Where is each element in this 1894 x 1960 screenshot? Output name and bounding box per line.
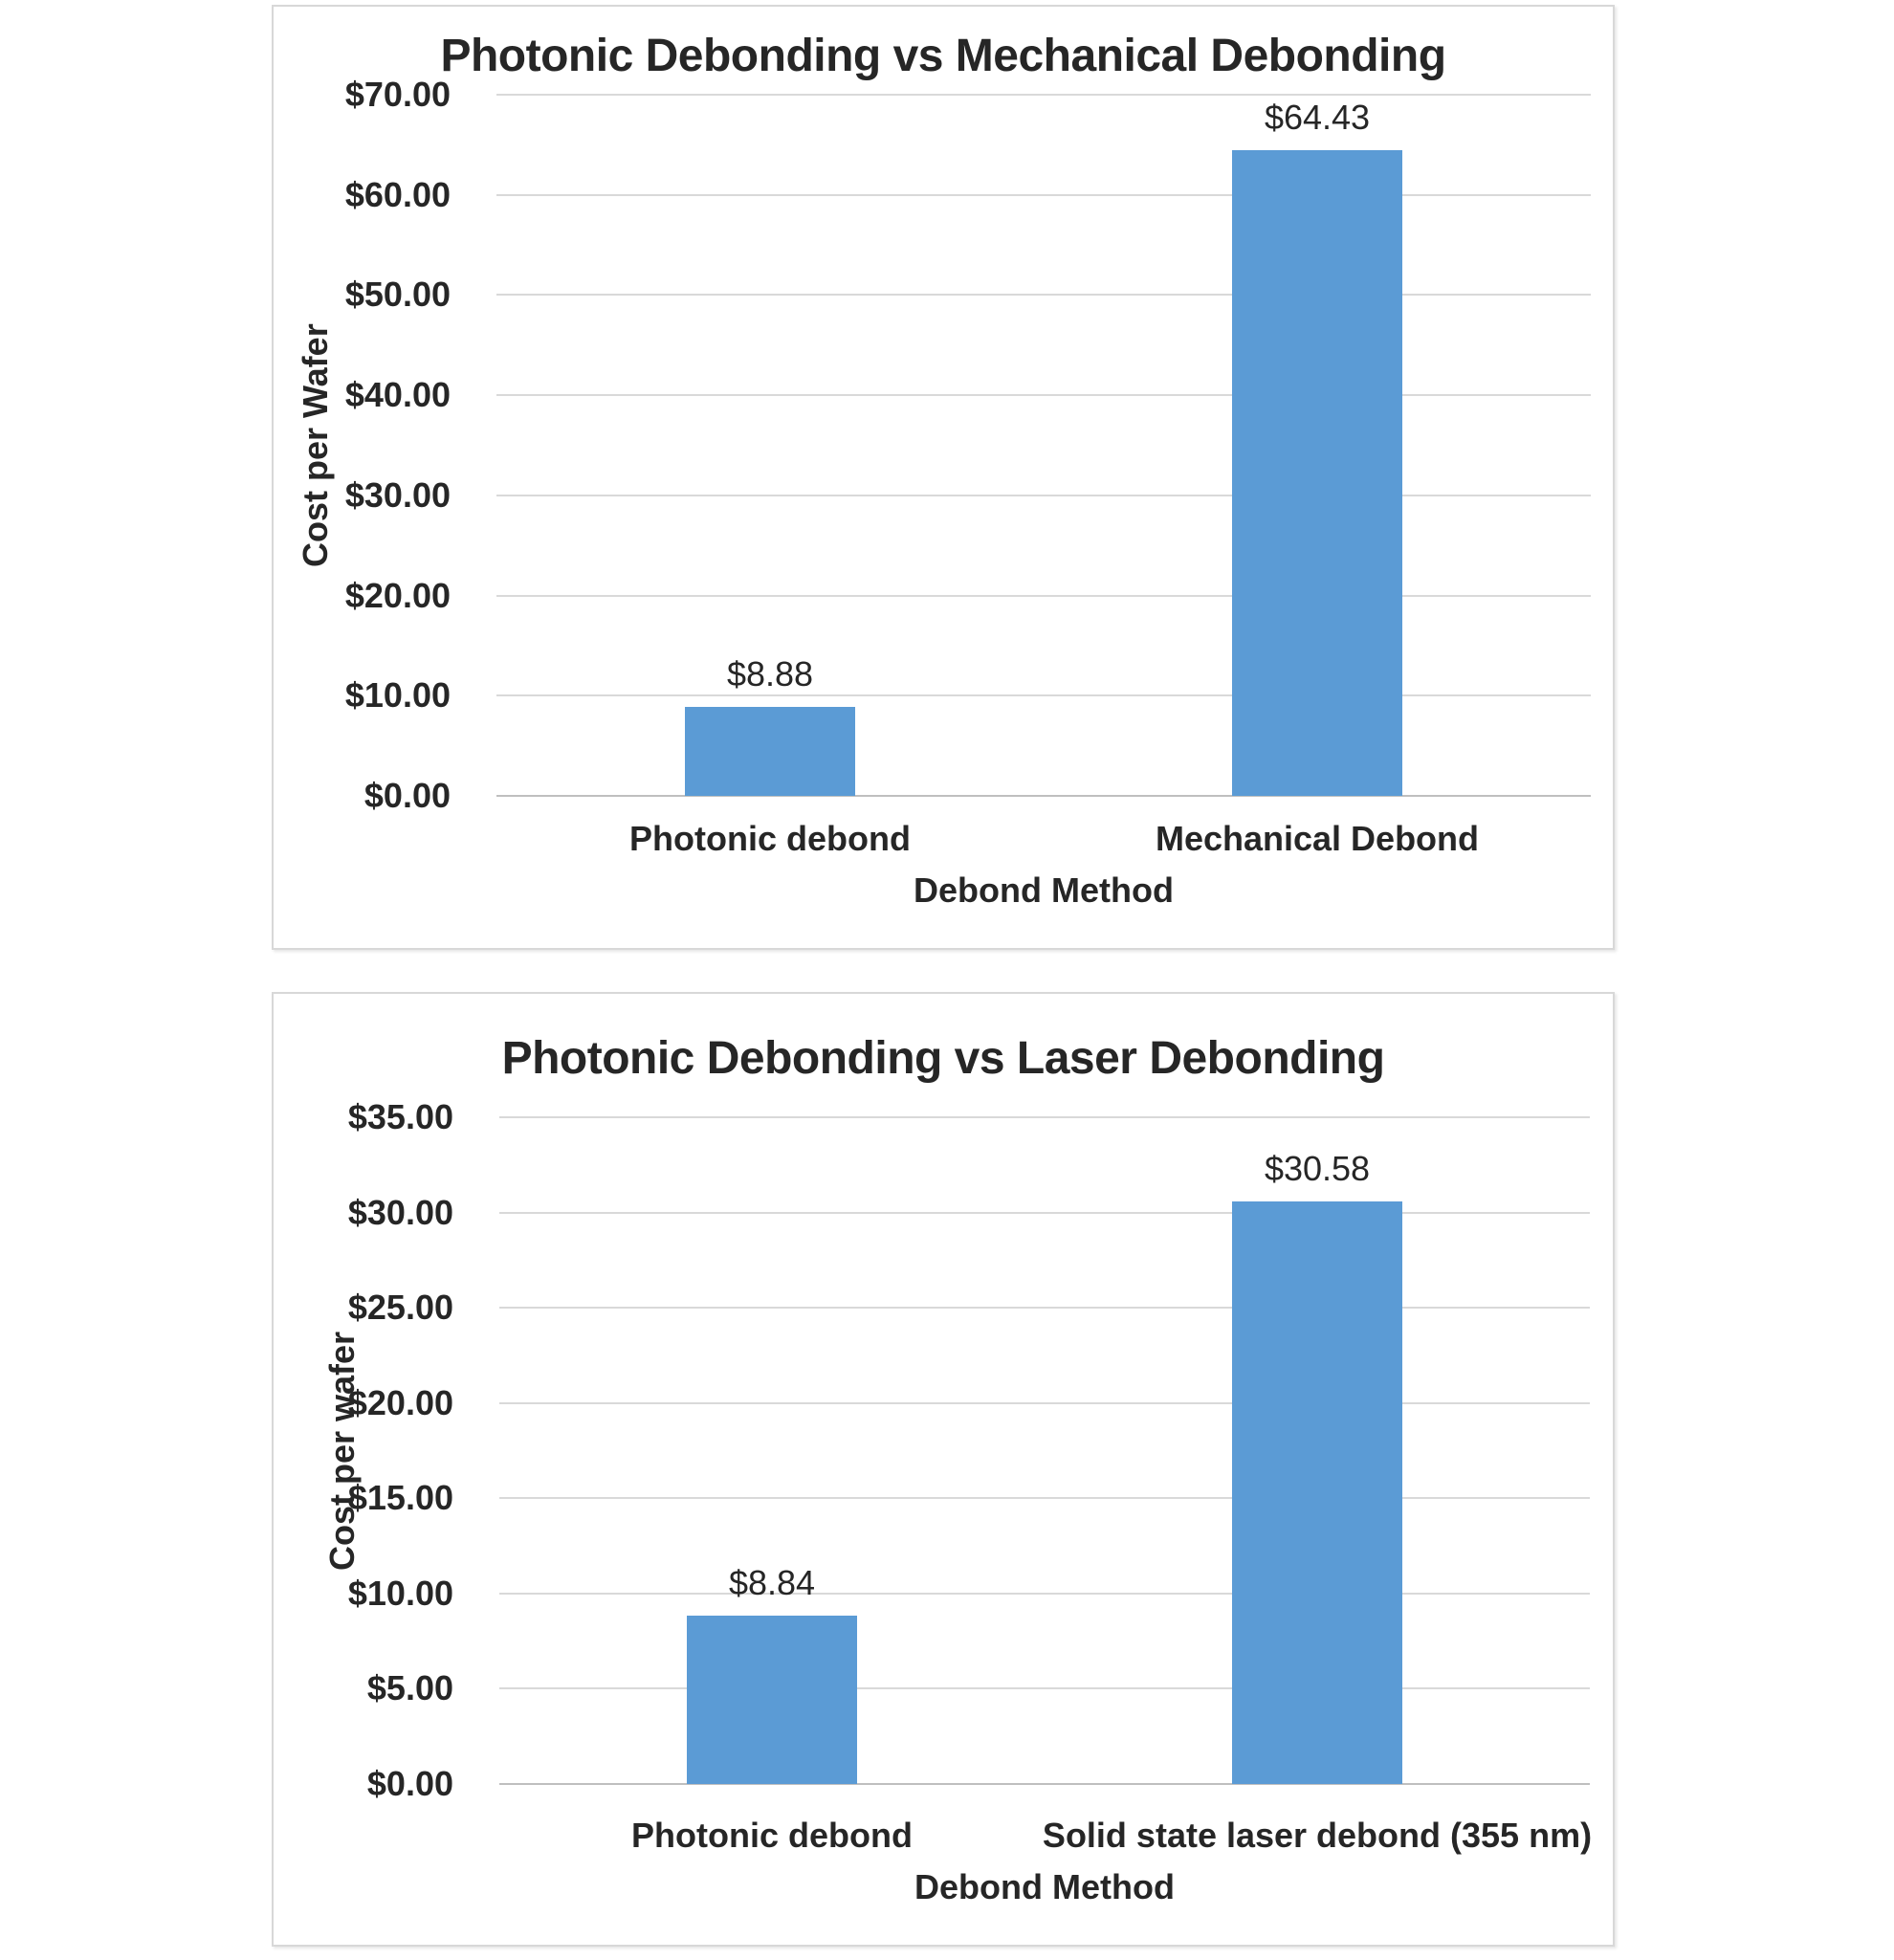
x-axis-category-labels (496, 819, 1591, 866)
y-tick-label: $5.00 (366, 1668, 453, 1708)
gridline (496, 595, 1591, 597)
category-label: Photonic debond (629, 819, 911, 858)
gridline (499, 1687, 1590, 1689)
gridline (499, 1212, 1590, 1214)
gridline (496, 194, 1591, 196)
chart-panel-photonic-vs-laser (272, 992, 1615, 1947)
y-axis-tick-labels (274, 1097, 476, 1803)
gridline (496, 294, 1591, 296)
chart-panel-photonic-vs-mechanical (272, 5, 1615, 950)
bar-data-label: $8.84 (728, 1562, 816, 1602)
y-tick-label: $0.00 (363, 776, 451, 815)
y-tick-label: $20.00 (347, 1382, 453, 1422)
plot-area (496, 95, 1591, 796)
x-axis-line (499, 1783, 1590, 1785)
bar-data-label: $64.43 (1264, 98, 1371, 138)
y-tick-label: $40.00 (344, 375, 451, 415)
bar-data-label: $8.88 (726, 654, 814, 694)
y-tick-label: $10.00 (347, 1573, 453, 1613)
gridline (499, 1497, 1590, 1499)
gridline (499, 1116, 1590, 1118)
y-tick-label: $15.00 (347, 1478, 453, 1518)
gridline (496, 394, 1591, 396)
gridline (499, 1593, 1590, 1595)
chart-title: Photonic Debonding vs Laser Debonding (501, 1033, 1385, 1084)
y-axis-title: Cost per wafer (322, 1331, 362, 1571)
y-tick-label: $30.00 (344, 474, 451, 515)
category-label: Photonic debond (631, 1816, 913, 1855)
y-tick-label: $0.00 (366, 1764, 453, 1803)
chart-title: Photonic Debonding vs Mechanical Debonding (440, 31, 1446, 81)
y-tick-label: $70.00 (344, 75, 451, 114)
category-label: Mechanical Debond (1155, 819, 1480, 858)
gridline (496, 94, 1591, 96)
y-tick-label: $10.00 (344, 675, 451, 716)
y-tick-label: $20.00 (344, 575, 451, 615)
gridline (496, 495, 1591, 496)
y-axis-title: Cost per Wafer (296, 323, 335, 567)
x-axis-title: Debond Method (914, 1867, 1175, 1906)
bar-data-label: $30.58 (1264, 1149, 1371, 1189)
y-tick-label: $60.00 (344, 174, 451, 214)
x-axis-line (496, 795, 1591, 797)
y-tick-label: $35.00 (347, 1097, 453, 1136)
bar-photonic-debond (687, 1616, 857, 1784)
x-axis-title: Debond Method (914, 870, 1174, 910)
y-tick-label: $25.00 (347, 1288, 453, 1328)
y-tick-label: $50.00 (344, 275, 451, 315)
x-axis-category-labels (499, 1816, 1593, 1862)
bar-solid-state-laser-debond-355-nm (1232, 1201, 1402, 1784)
y-axis-tick-labels (274, 75, 474, 815)
y-tick-label: $30.00 (347, 1192, 453, 1232)
gridline (496, 694, 1591, 696)
plot-area (499, 1117, 1590, 1784)
bar-photonic-debond (685, 707, 855, 796)
gridline (499, 1307, 1590, 1309)
gridline (499, 1402, 1590, 1404)
bar-mechanical-debond (1232, 150, 1402, 796)
category-label: Solid state laser debond (355 nm) (1042, 1816, 1593, 1855)
